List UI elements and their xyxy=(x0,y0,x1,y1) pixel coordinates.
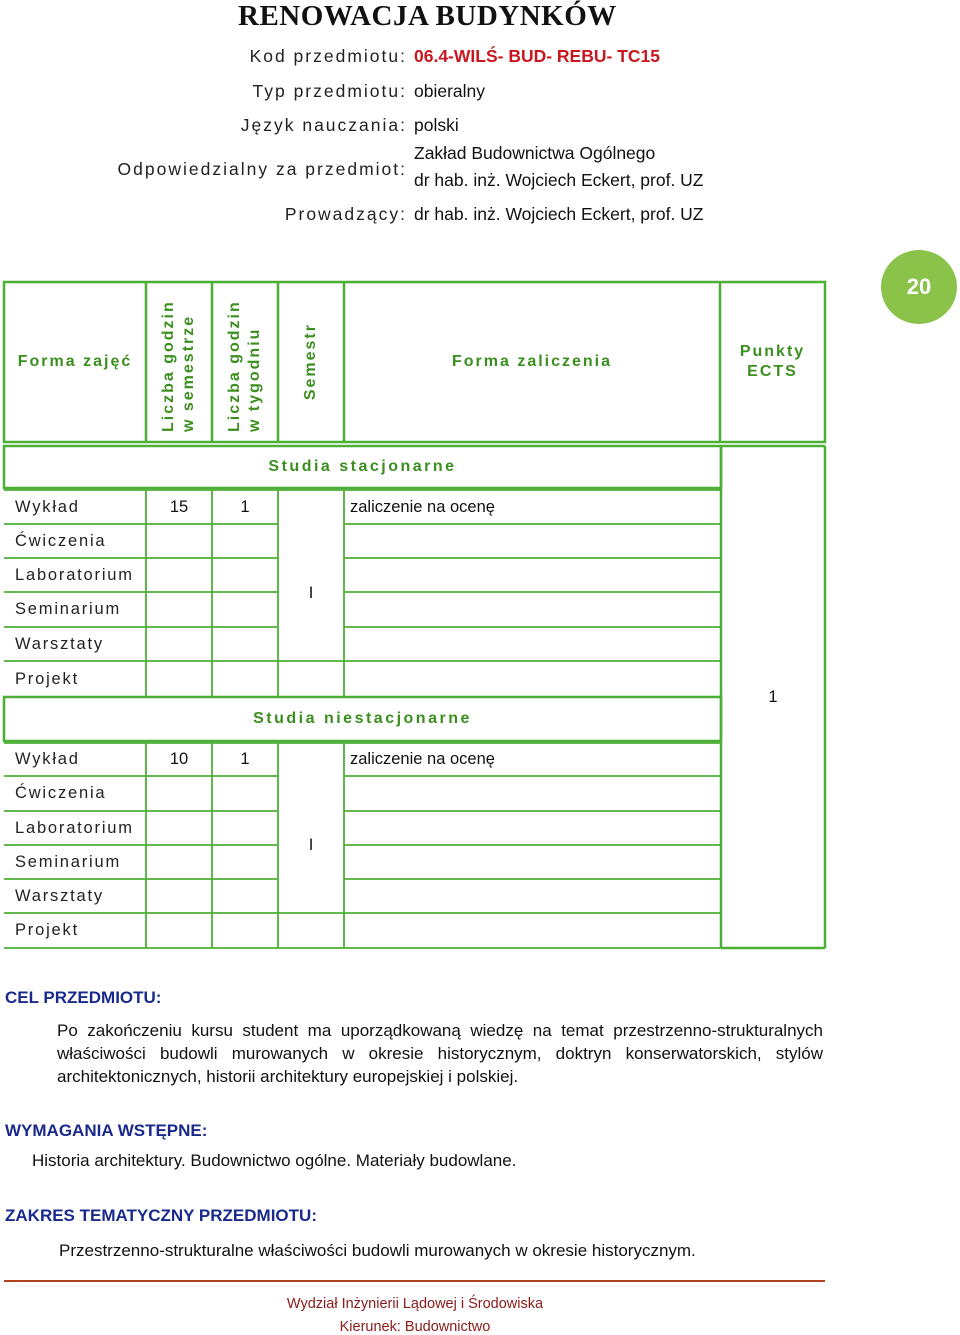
ects-value: 1 xyxy=(768,687,778,706)
header-forma-zajec: Forma zajęć xyxy=(17,353,133,370)
stac-forma-zaliczenia: zaliczenie na ocenę xyxy=(350,497,495,516)
header-godziny-tydzien: Liczba godzin w tygodniu xyxy=(226,300,263,432)
typ-value: obieralny xyxy=(414,81,486,101)
stac-godziny-semestr: 15 xyxy=(169,497,189,516)
header-semestr: Semestr xyxy=(302,323,319,401)
wymagania-heading: WYMAGANIA WSTĘPNE: xyxy=(5,1121,208,1140)
odpowiedzialny-person: dr hab. inż. Wojciech Eckert, prof. UZ xyxy=(414,170,704,190)
cel-heading: CEL PRZEDMIOTU: xyxy=(5,988,162,1007)
header-punkty-ects: Punkty ECTS xyxy=(739,343,806,380)
cel-text: Po zakończeniu kursu student ma uporządkowaną wiedzę na temat przestrzenno-strukturalnych właściwości budowli murowanych w okresie historycznym, doktryn konserwatorskich, stylów architektonicznych, historii architektury europejskiej i polskiej. xyxy=(57,1021,823,1086)
page-number-badge: 20 xyxy=(881,250,957,324)
footer-kierunek: Kierunek: Budownictwo xyxy=(339,1319,491,1335)
row-label: Laboratorium xyxy=(15,818,134,837)
row-label: Warsztaty xyxy=(15,634,104,653)
wymagania-text: Historia architektury. Budownictwo ogólne. Materiały budowlane. xyxy=(32,1151,517,1170)
jezyk-label: Język nauczania: xyxy=(240,115,407,135)
stac-godziny-tydzien: 1 xyxy=(240,497,250,516)
odpowiedzialny-label: Odpowiedzialny za przedmiot: xyxy=(117,159,407,179)
header-semestr-cell xyxy=(278,282,344,442)
row-label: Wykład xyxy=(15,497,80,516)
zakres-heading: ZAKRES TEMATYCZNY PRZEDMIOTU: xyxy=(5,1206,317,1225)
section-stacjonarne: Studia stacjonarne xyxy=(268,458,457,475)
row-label: Wykład xyxy=(15,750,80,768)
niestac-forma-zaliczenia: zaliczenie na ocenę xyxy=(350,750,495,768)
prowadzacy-value: dr hab. inż. Wojciech Eckert, prof. UZ xyxy=(414,204,704,224)
prowadzacy-label: Prowadzący: xyxy=(284,204,407,224)
row-label: Seminarium xyxy=(15,600,122,618)
odpowiedzialny-unit: Zakład Budownictwa Ogólnego xyxy=(414,143,656,163)
typ-label: Typ przedmiotu: xyxy=(252,81,407,101)
row-label: Ćwiczenia xyxy=(15,784,107,802)
row-label: Seminarium xyxy=(15,852,122,871)
row-label: Projekt xyxy=(15,669,79,688)
row-label: Ćwiczenia xyxy=(15,531,107,550)
header-godziny-tydzien-cell xyxy=(212,282,278,442)
header-forma-zaliczenia: Forma zaliczenia xyxy=(451,353,613,370)
row-label: Laboratorium xyxy=(15,565,134,584)
niestac-semestr: I xyxy=(308,836,314,854)
row-label: Projekt xyxy=(15,921,79,939)
section-niestacjonarne: Studia niestacjonarne xyxy=(253,710,472,727)
stac-semestr: I xyxy=(308,584,314,602)
footer-divider xyxy=(4,1280,825,1282)
zakres-text: Przestrzenno-strukturalne właściwości budowli murowanych w okresie historycznym. xyxy=(59,1241,696,1260)
niestac-godziny-semestr: 10 xyxy=(169,750,189,768)
niestac-godziny-tydzien: 1 xyxy=(240,750,250,768)
page-title: RENOWACJA BUDYNKÓW xyxy=(238,0,617,32)
kod-label: Kod przedmiotu: xyxy=(249,46,407,66)
header-godziny-semestr: Liczba godzin w semestrze xyxy=(160,300,197,432)
jezyk-value: polski xyxy=(414,115,459,135)
row-label: Warsztaty xyxy=(15,886,104,905)
header-godziny-semestr-cell xyxy=(146,282,212,442)
kod-value: 06.4-WILŚ- BUD- REBU- TC15 xyxy=(414,46,660,66)
footer-faculty: Wydział Inżynierii Lądowej i Środowiska xyxy=(286,1296,544,1312)
